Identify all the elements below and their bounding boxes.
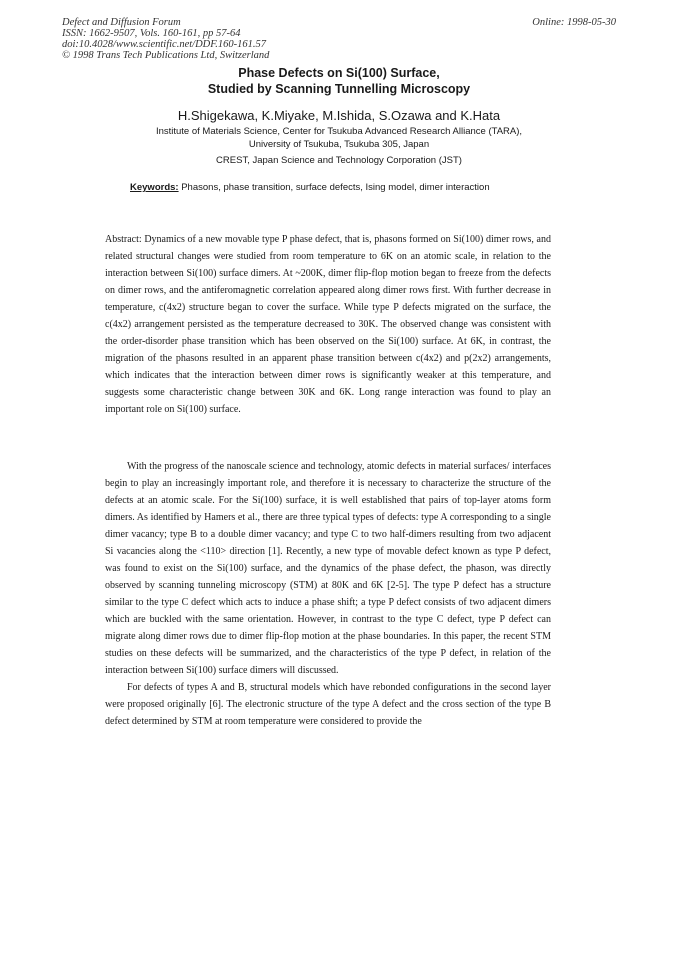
paragraph: With the progress of the nanoscale science and technology, atomic defects in material surfaces/ interfaces begin to play an increasingly important role, and therefore it is necessary to characterize the structure of the defects at an atomic scale. For the Si(100) surface, it is well established that pairs of top-layer atoms form dimers. As identified by Hamers et al., there are three typical types of defects: type A corresponding to a single dimer vacancy; type B to a double dimer vacancy; and type C to two half-dimers resulting from two adjacent Si vacancies along the <110> direction [1]. Recently, a new type of movable defect known as type P defect, was found to exist on the Si(100) surface, and the dynamics of the phase defect, the phason, was directly observed by scanning tunneling microscopy (STM) at 80K and 6K [2-5]. The type P defect has a structure similar to the type C defect which acts to induce a phase shift; a type P defect consists of two adjacent dimers which are buckled with the same orientation. However, in contrast to the type C defect, type P defect can migrate along dimer rows due to dimer flip-flop motion at the phase boundaries. In this paper, the recent STM studies on these defects will be summarized, and the characteristics of the type P defect, in relation of the interaction between Si(100) surface dimers will discussed.: [105, 461, 551, 676]
journal-issn: ISSN: 1662-9507, Vols. 160-161, pp 57-64: [62, 28, 241, 39]
online-date: Online: 1998-05-30: [532, 17, 616, 28]
paper-title: [0, 65, 678, 97]
crest-affiliation: CREST, Japan Science and Technology Corporation (JST): [216, 155, 462, 166]
paragraph: For defects of types A and B, structural models which have rebonded configurations in the second layer were proposed originally [6]. The electronic structure of the type A defect and the cross section of the type B defect determined by STM at room temperature were considered to provide the: [105, 682, 551, 727]
journal-copyright: © 1998 Trans Tech Publications Ltd, Switzerland: [62, 50, 270, 61]
affiliation-line-2: University of Tsukuba, Tsukuba 305, Japan: [248, 139, 430, 150]
title-line-2: Studied by Scanning Tunnelling Microscopy: [207, 82, 471, 96]
keywords-label: Keywords:: [130, 182, 179, 193]
abstract: [105, 231, 551, 418]
affiliation-line-1: Institute of Materials Science, Center for Tsukuba Advanced Research Alliance (TARA),: [155, 126, 523, 137]
journal-name: Defect and Diffusion Forum: [62, 17, 181, 28]
journal-info: [62, 17, 442, 61]
keywords: [130, 182, 490, 193]
abstract-text: Abstract: Dynamics of a new movable type P phase defect, that is, phasons formed on Si(100) dimer rows, and related structural changes were studied from room temperature to 6K on an atomic scale, in relation to the interaction between Si(100) surface dimers. At ~200K, dimer flip-flop motion began to freeze from the defects on dimer rows, and the antiferomagnetic correlation appeared along dimer rows first. With further decrease in temperature, c(4x2) structure began to cover the surface. While type P defects migrated on the surface, the c(4x2) arrangement persisted as the temperature decreased to 30K. The observed change was consistent with the order-disorder phase transition which has been observed on the Si(100) surface. At 6K, in contrast, the migration of the phasons resulted in an apparent phase transition between c(4x2) and p(2x2) arrangements, which indicates that the interaction between dimer rows is significantly weaker at this temperature, and suggests some characteristic change between 30K and 6K. Long range interaction was found to play an important role on Si(100) surface.: [105, 234, 551, 415]
authors: H.Shigekawa, K.Miyake, M.Ishida, S.Ozawa and K.Hata: [177, 108, 501, 123]
title-line-1: Phase Defects on Si(100) Surface,: [238, 66, 440, 80]
keywords-text: Phasons, phase transition, surface defects, Ising model, dimer interaction: [178, 182, 490, 193]
journal-doi[interactable]: doi:10.4028/www.scientific.net/DDF.160-161.57: [62, 39, 267, 50]
body-section: [105, 458, 551, 730]
affiliation: [0, 125, 678, 151]
